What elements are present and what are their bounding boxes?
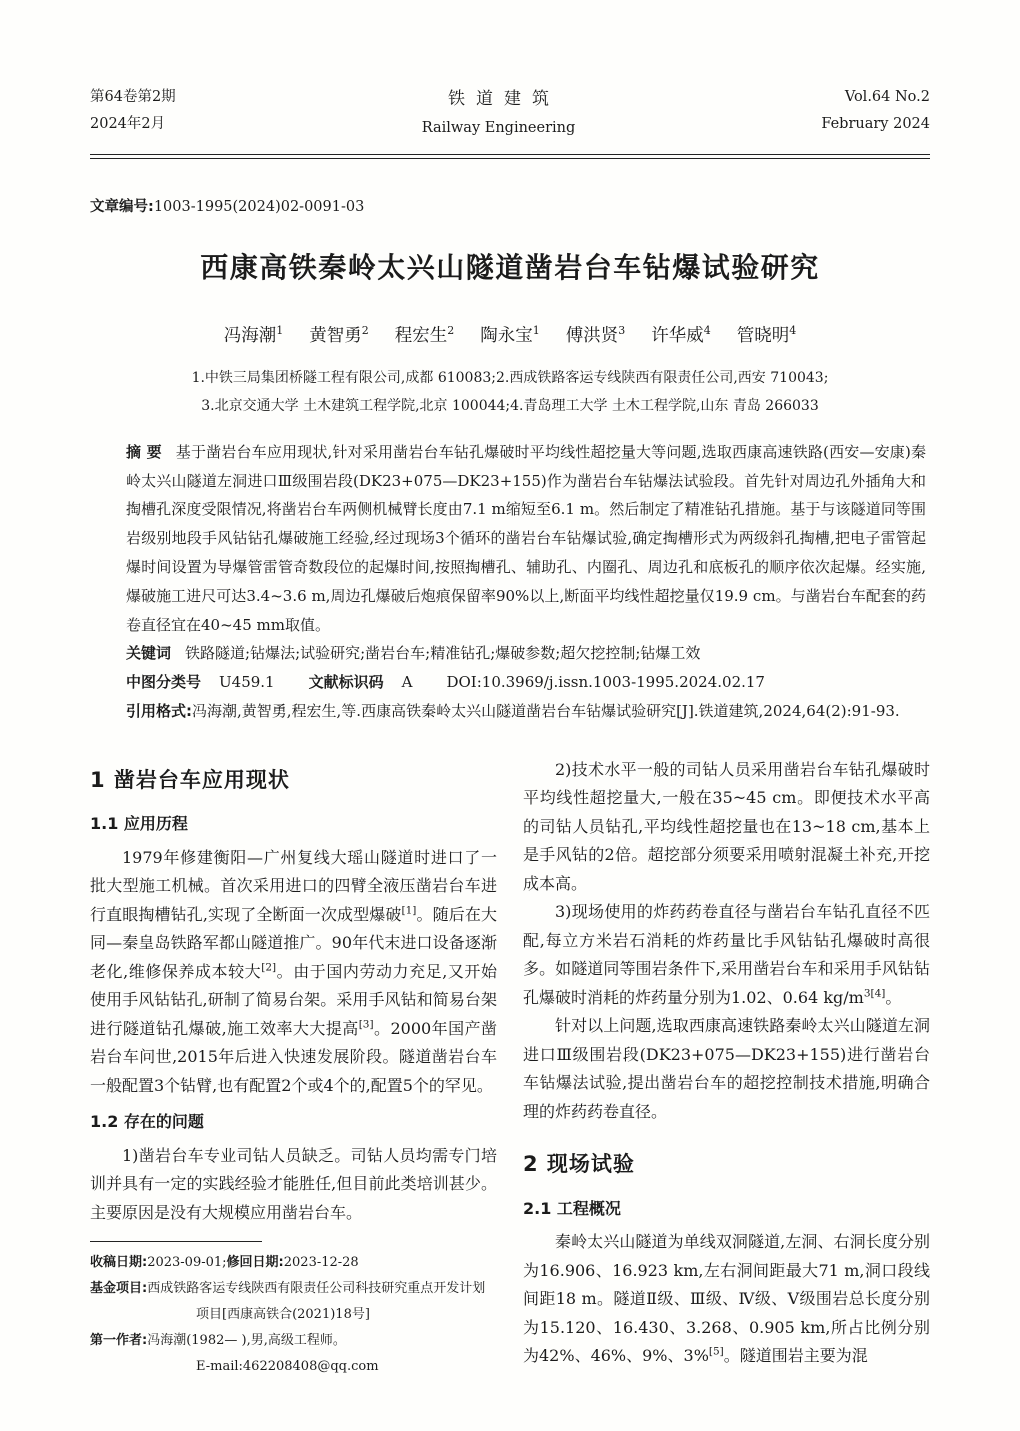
volume-issue-en: Vol.64 No.2 (844, 89, 930, 105)
affiliation-line: 3.北京交通大学 土木建筑工程学院,北京 100044;4.青岛理工大学 土木工程学院,山东 青岛 266033 (201, 397, 819, 414)
revised-date-label: 修回日期: (226, 1255, 284, 1271)
journal-name-block (422, 84, 576, 142)
abstract-text: 基于凿岩台车应用现状,针对采用凿岩台车钻孔爆破时平均线性超挖量大等问题,选取西康高速铁路(西安—安康)秦岭太兴山隧道左洞进口Ⅲ级围岩段(DK23+075—DK23+155)作为凿岩台车钻爆法试验段。首先针对周边孔外插角大和掏槽孔深度受限情况,将凿岩台车两侧机械臂长度由7.1 m缩短至6.1 m。然后制定了精准钻孔措施。基于与该隧道同等围岩级别地段手风钻钻孔爆破施工经验,经过现场3个循环的凿岩台车钻爆试验,确定掏槽形式为两级斜孔掏槽,把电子雷管起爆时间设置为导爆管雷管奇数段位的起爆时间,按照掏槽孔、辅助孔、内圈孔、周边孔和底板孔的顺序依次起爆。经实施,爆破施工进尺可达3.4~3.6 m,周边孔爆破后炮痕保留率90%以上,断面平均线性超挖量仅19.9 cm。与凿岩台车配套的药卷直径宜在40~45 mm取值。 (126, 442, 926, 634)
paragraph: 3)现场使用的炸药药卷直径与凿岩台车钻孔直径不匹配,每立方米岩石消耗的炸药量比手风钻钻孔爆破时高很多。如隧道同等围岩条件下,采用凿岩台车和采用手风钻钻孔爆破时消耗的炸药量分别为1.02、0.64 $kg/m^{3[4]}$。 (523, 902, 930, 1007)
classification-line (126, 668, 926, 697)
header-vol-en (821, 84, 930, 138)
received-date-value: 2023-09-01; (147, 1255, 227, 1271)
author-affil-sup: 3 (618, 324, 626, 338)
revised-date-value: 2023-12-28 (283, 1255, 359, 1271)
journal-name-cn: 铁道建筑 (448, 89, 560, 109)
citation (126, 697, 926, 726)
author: 管晓明$^4$ (736, 324, 797, 347)
author: 黄智勇$^2$ (309, 324, 369, 347)
footnote-block (90, 1241, 497, 1380)
section-2-1-heading: 2.1 工程概况 (523, 1198, 621, 1218)
keywords (126, 639, 926, 668)
footnote-email: E-mail:462208408@qq.com (196, 1359, 379, 1375)
journal-header (90, 84, 930, 142)
affiliations (90, 365, 930, 420)
citation-label: 引用格式: (126, 702, 192, 721)
author: 陶永宝$^1$ (480, 324, 540, 347)
article-number (90, 195, 930, 216)
affiliation-line: 1.中铁三局集团桥隧工程有限公司,成都 610083;2.西成铁路客运专线陕西有限责任公司,西安 710043; (191, 370, 829, 387)
first-author-label: 第一作者: (90, 1333, 148, 1349)
paragraph: 1979年修建衡阳—广州复线大瑶山隧道时进口了一批大型施工机械。首次采用进口的四臂全液压凿岩台车进行直眼掏槽钻孔,实现了全断面一次成型爆破[1]。随后在大同—秦皇岛铁路军都山隧道推广。90年代末进口设备逐渐老化,维修保养成本较大[2]。由于国内劳动力充足,又开始使用手风钻钻孔,研制了简易台架。采用手风钻和简易台架进行隧道钻孔爆破,施工效率大大提高[3]。2000年国产凿岩台车问世,2015年后进入快速发展阶段。隧道凿岩台车一般配置3个钻臂,也有配置2个或4个的,配置5个的罕见。 (90, 847, 497, 1095)
section-1-1-heading: 1.1 应用历程 (90, 814, 188, 834)
fund-label: 基金项目: (90, 1281, 148, 1297)
citation-text: 冯海潮,黄智勇,程宏生,等.西康高铁秦岭太兴山隧道凿岩台车钻爆试验研究[J].铁道建筑,2024,64(2):91-93. (192, 702, 900, 721)
author: 许华威$^4$ (651, 324, 711, 347)
author-affil-sup: 2 (361, 324, 369, 338)
right-column (523, 756, 930, 1381)
author: 程宏生$^2$ (394, 324, 455, 347)
header-divider (90, 154, 930, 159)
author: 傅洪贤$^3$ (565, 324, 626, 347)
section-1-heading: 1 凿岩台车应用现状 (90, 767, 290, 792)
author: 冯海潮$^1$ (223, 324, 284, 347)
author-affil-sup: 1 (276, 324, 284, 338)
paragraph: 针对以上问题,选取西康高速铁路秦岭太兴山隧道左洞进口Ⅲ级围岩段(DK23+075—DK23+155)进行凿岩台车钻爆法试验,提出凿岩台车的超挖控制技术措施,明确合理的炸药药卷直径。 (523, 1016, 930, 1121)
clc-label: 中图分类号 (126, 673, 202, 692)
article-number-label: 文章编号: (90, 199, 154, 216)
volume-issue: 第64卷第2期 (90, 89, 176, 105)
author-list (90, 322, 930, 347)
paragraph: 秦岭太兴山隧道为单线双洞隧道,左洞、右洞长度分别为16.906、16.923 km,左右洞间距最大71 m,洞口段线间距18 m。隧道Ⅱ级、Ⅲ级、Ⅳ级、Ⅴ级围岩总长度分别为15.120、16.430、3.268、0.905 km,所占比例分别为42%、46%、9%、3%[5]。隧道围岩主要为混 (523, 1232, 930, 1366)
author-affil-sup: 4 (789, 324, 797, 338)
abstract (126, 438, 926, 640)
author-affil-sup: 4 (703, 324, 711, 338)
section-2-heading: 2 现场试验 (523, 1152, 635, 1177)
footnote-dates (90, 1250, 497, 1276)
keywords-label: 关键词 (126, 644, 172, 663)
issue-date-cn: 2024年2月 (90, 115, 166, 132)
first-author-value: 冯海潮(1982— ),男,高级工程师。 (147, 1333, 346, 1349)
fund-value: 西成铁路客运专线陕西有限责任公司科技研究重点开发计划项目[西康高铁合(2021)18号] (147, 1281, 486, 1323)
section-1-2-heading: 1.2 存在的问题 (90, 1112, 204, 1132)
body-columns (90, 756, 930, 1381)
article-number-value: 1003-1995(2024)02-0091-03 (153, 199, 365, 216)
journal-name-en: Railway Engineering (421, 120, 576, 137)
issue-date-en: February 2024 (821, 115, 930, 132)
doc-code-label: 文献标识码 (308, 673, 384, 692)
footnote-first-author (90, 1328, 497, 1354)
footnote-divider (90, 1241, 262, 1242)
doc-code-value: A (401, 673, 413, 692)
left-column (90, 756, 497, 1381)
paragraph: 1)凿岩台车专业司钻人员缺乏。司钻人员均需专门培训并具有一定的实践经验才能胜任,但目前此类培训甚少。主要原因是没有大规模应用凿岩台车。 (90, 1145, 497, 1222)
header-issue-info (90, 84, 176, 138)
author-affil-sup: 1 (532, 324, 540, 338)
abstract-label: 摘 要 (126, 442, 162, 461)
keywords-text: 铁路隧道;钻爆法;试验研究;凿岩台车;精准钻孔;爆破参数;超欠挖控制;钻爆工效 (185, 644, 701, 663)
paragraph: 2)技术水平一般的司钻人员采用凿岩台车钻孔爆破时平均线性超挖量大,一般在35~45 cm。即便技术水平高的司钻人员钻孔,平均线性超挖量也在13~18 cm,基本上是手风钻的2倍。超挖部分须要采用喷射混凝土补充,开挖成本高。 (523, 759, 930, 893)
author-affil-sup: 2 (447, 324, 455, 338)
front-matter (126, 438, 926, 726)
paper-title: 西康高铁秦岭太兴山隧道凿岩台车钻爆试验研究 (200, 251, 820, 285)
footnote-fund (90, 1276, 497, 1328)
received-date-label: 收稿日期: (90, 1255, 148, 1271)
clc-value: U459.1 (219, 673, 275, 692)
doi: DOI:10.3969/j.issn.1003-1995.2024.02.17 (446, 673, 765, 692)
